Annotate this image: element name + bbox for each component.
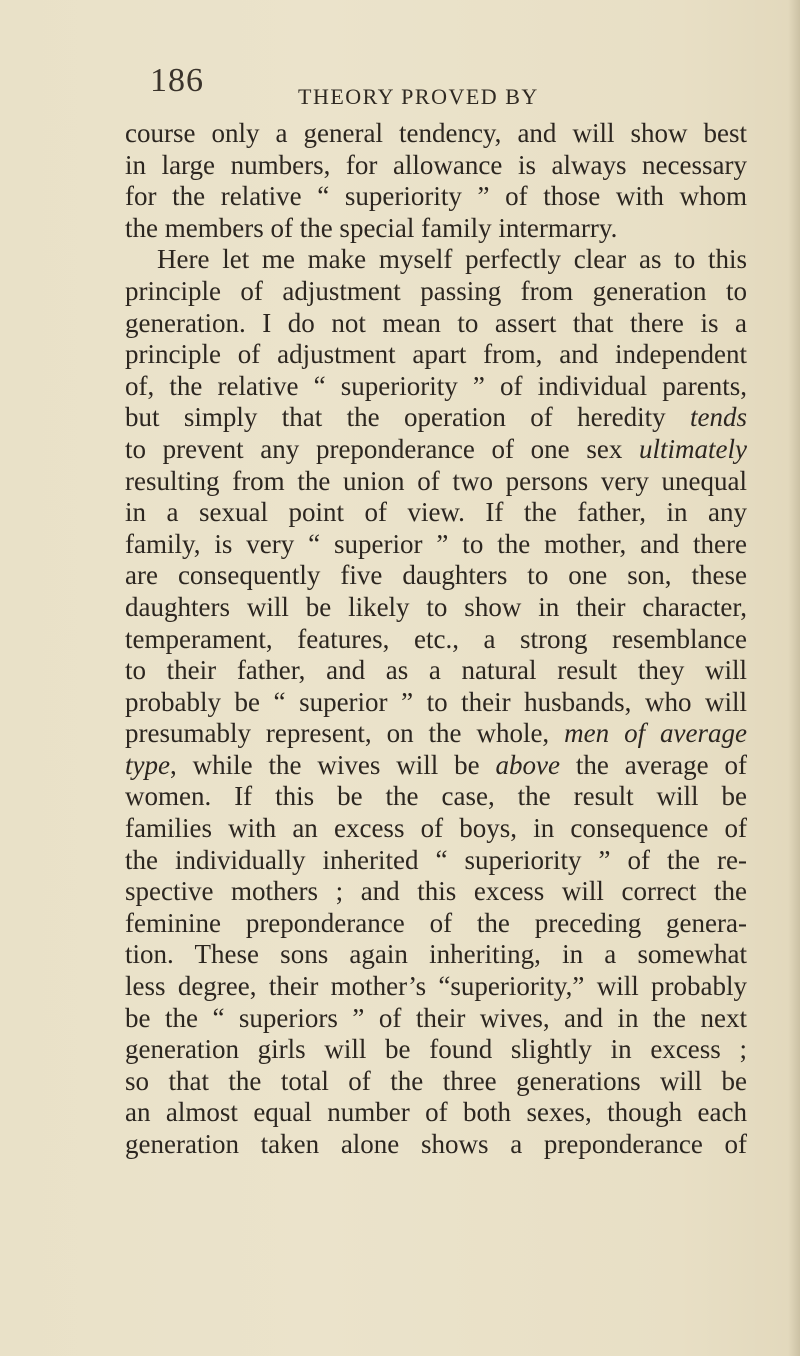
emphasis-text: men of average (564, 718, 747, 749)
text-line: so that the total of the three generations will be (125, 1065, 747, 1096)
text-line: generation girls will be found slightly in excess ; (125, 1034, 747, 1065)
text-line: an almost equal number of both sexes, though each (125, 1097, 747, 1128)
text-line: in a sexual point of view. If the father, in any (125, 497, 747, 528)
text-line: to prevent any preponderance of one sex ultimately (125, 433, 747, 464)
text-line: families with an excess of boys, in consequence of (125, 813, 747, 844)
emphasis-text: type (125, 749, 170, 780)
emphasis-text: above (495, 749, 560, 780)
emphasis-text: tends (690, 402, 747, 433)
text-line: but simply that the operation of heredity tends (125, 402, 747, 433)
text-line: probably be “ superior ” to their husbands, who will (125, 686, 747, 717)
text-line: principle of adjustment apart from, and independent (125, 339, 747, 370)
emphasis-text: ultimately (639, 433, 747, 464)
running-title: THEORY PROVED BY (298, 84, 539, 109)
text-line: temperament, features, etc., a strong resemblance (125, 623, 747, 654)
text-line: less degree, their mother’s “superiority,” will probably (125, 971, 747, 1002)
text-line: generation. I do not mean to assert that there is a (125, 307, 747, 338)
text-line: presumably represent, on the whole, men of average (125, 718, 747, 749)
text-line: tion. These sons again inheriting, in a somewhat (125, 939, 747, 970)
text-line: be the “ superiors ” of their wives, and in the next (125, 1002, 747, 1033)
text-line: are consequently five daughters to one son, these (125, 560, 747, 591)
text-line: the members of the special family intermarry. (125, 212, 618, 243)
page-edge-shadow (788, 0, 800, 1356)
text-line: generation taken alone shows a preponderance of (125, 1129, 747, 1159)
text-line: daughters will be likely to show in their character, (125, 591, 747, 622)
text-line: resulting from the union of two persons very unequal (125, 465, 747, 496)
text-line: in large numbers, for allowance is always necessary (125, 149, 747, 180)
text-line: to their father, and as a natural result they will (125, 655, 747, 686)
text-line: principle of adjustment passing from generation to (125, 275, 747, 306)
text-line: Here let me make myself perfectly clear as to this (157, 244, 747, 275)
text-line: for the relative “ superiority ” of those with whom (125, 181, 747, 212)
text-line: women. If this be the case, the result will be (125, 781, 747, 812)
text-line: family, is very “ superior ” to the mother, and there (125, 528, 747, 559)
body-text (125, 118, 747, 1161)
text-line: type, while the wives will be above the average of (125, 749, 748, 780)
text-line: spective mothers ; and this excess will correct the (125, 876, 747, 907)
text-line: course only a general tendency, and will show best (125, 118, 747, 148)
text-line: the individually inherited “ superiority ” of the re- (125, 844, 747, 875)
text-line: feminine preponderance of the preceding genera- (125, 907, 747, 938)
page-number: 186 (150, 62, 204, 99)
text-line: of, the relative “ superiority ” of individual parents, (125, 370, 747, 401)
